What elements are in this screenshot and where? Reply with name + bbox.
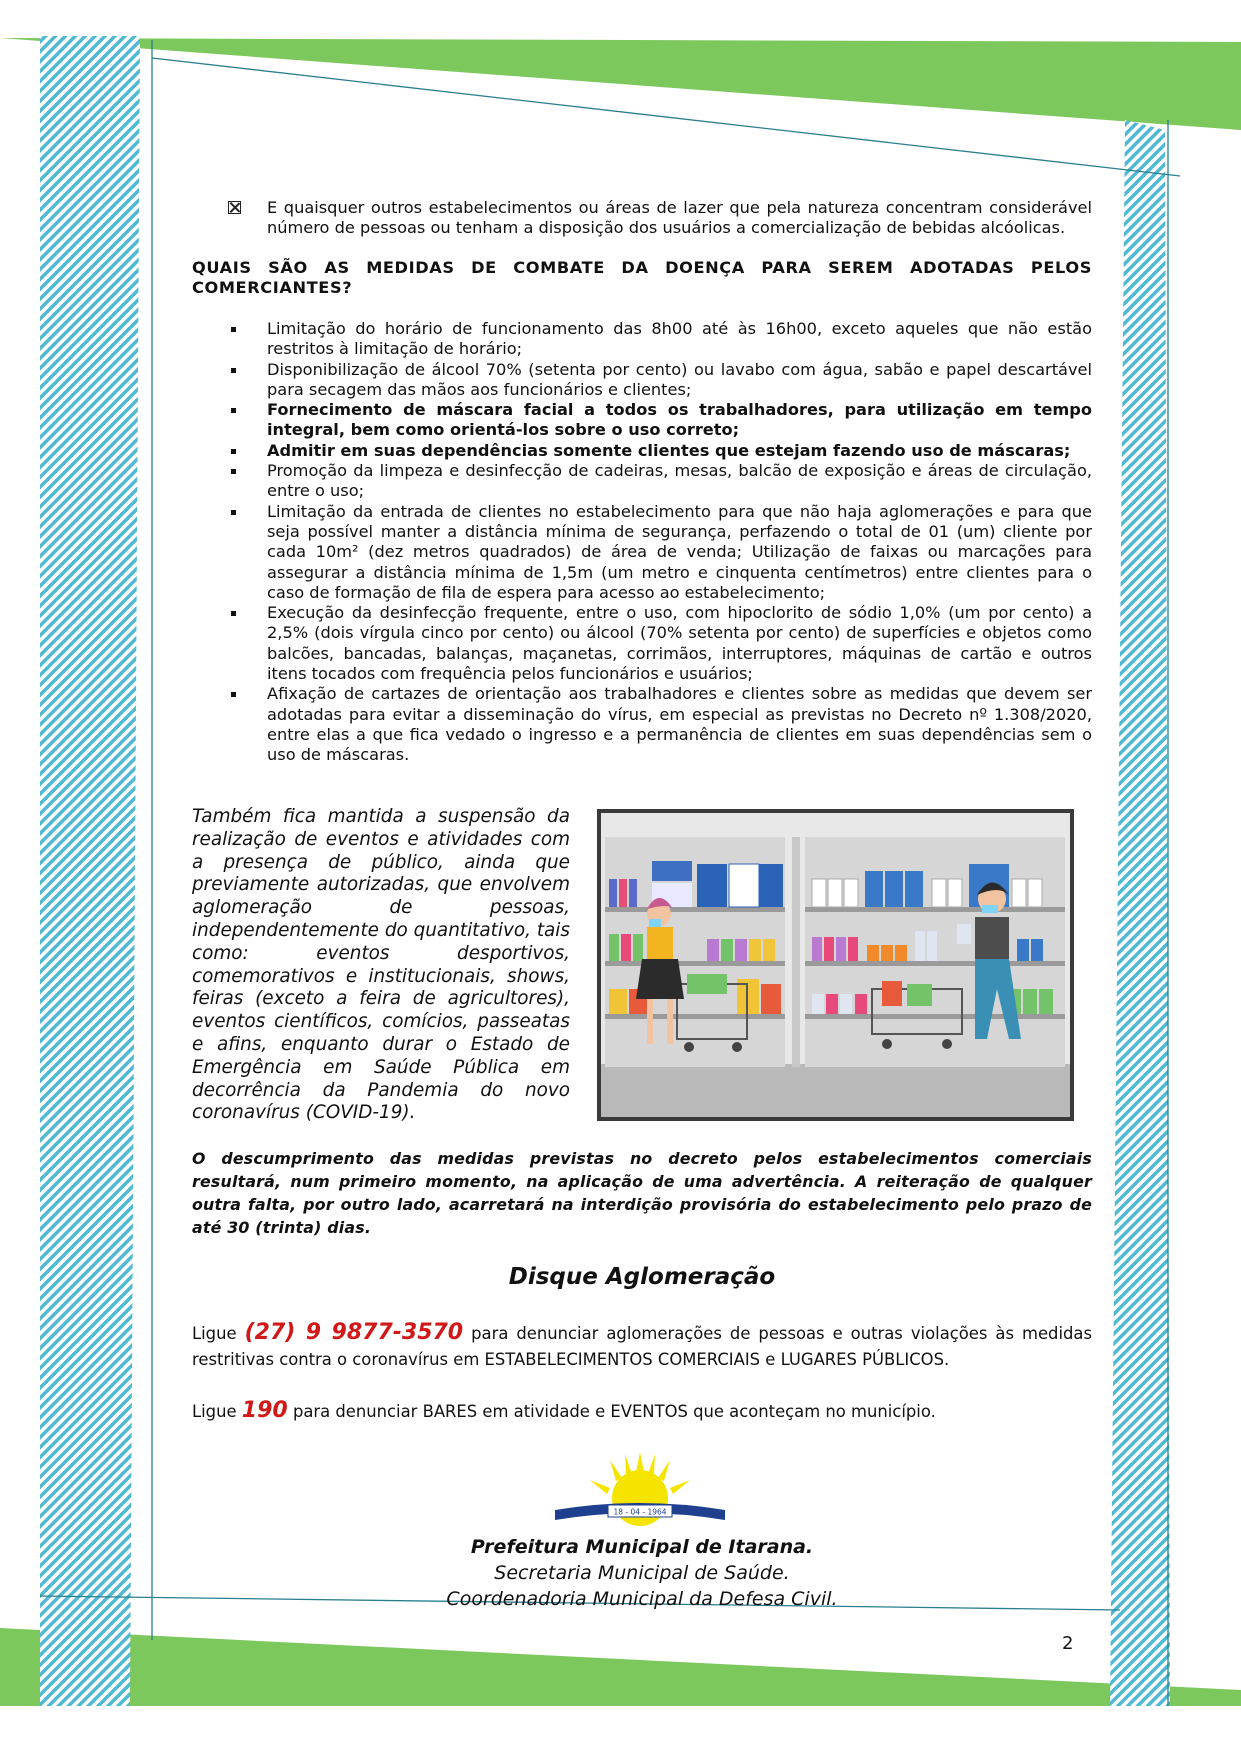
checked-box-icon [228, 201, 241, 214]
municipality-logo [550, 1450, 730, 1528]
hotline-number[interactable]: (27) 9 9877-3570 [244, 1320, 464, 1345]
footer-secretaria: Secretaria Municipal de Saúde. [494, 1562, 790, 1584]
question-line-2: COMERCIANTES? [192, 278, 353, 297]
footer-defesa-civil: Coordenadoria Municipal da Defesa Civil. [446, 1588, 838, 1610]
emergency-number[interactable]: 190 [241, 1398, 288, 1423]
noncompliance-warning: O descumprimento das medidas previstas no decreto pelos estabelecimentos comerciais resultará, num primeiro momento, na aplicação de uma advertência. A reiteração de qualquer outra falta, por outro lado, acarretará na interdição provisória do estabelecimento pelo prazo de até 30 (trinta) dias. [192, 1149, 1092, 1237]
emergency-prefix: Ligue [192, 1402, 237, 1421]
measure-item: Fornecimento de máscara facial a todos os trabalhadores, para utilização em tempo integral, bem como orientá-los sobre o uso correto; [192, 400, 1092, 441]
measure-item: Execução da desinfecção frequente, entre o uso, com hipoclorito de sódio 1,0% (um por cento) a 2,5% (dois vírgula cinco por cento) ou álcool (70% setenta por cento) de superfícies e objetos como balcões, bancadas, balanças, maçanetas, corrimãos, interruptores, máquinas de cartão e outros itens tocados com frequência pelos funcionários e usuários; [192, 603, 1092, 684]
supermarket-illustration [597, 809, 1074, 1121]
measure-item: Afixação de cartazes de orientação aos trabalhadores e clientes sobre as medidas que devem ser adotadas para evitar a disseminação do vírus, em especial as previstas no Decreto nº 1.308/2020, entre elas a que fica vedado o ingresso e a permanência de clientes em suas dependências sem o uso de máscaras. [192, 684, 1092, 765]
logo-date: 18 - 04 - 1964 [613, 1507, 667, 1517]
question-line-1: QUAIS SÃO AS MEDIDAS DE COMBATE DA DOENÇA PARA SEREM ADOTADAS PELOS [192, 258, 1092, 277]
checkbox-item-text: E quaisquer outros estabelecimentos ou áreas de lazer que pela natureza concentram considerável número de pessoas ou tenham a disposição dos usuários a comercialização de bebidas alcóolicas. [267, 198, 1092, 237]
measure-item: Limitação da entrada de clientes no estabelecimento para que não haja aglomerações e para que seja possível manter a distância mínima de segurança, perfazendo o total de 01 (um) cliente por cada 10m² (dez metros quadrados) de área de venda; Utilização de faixas ou marcações para assegurar a distância mínima de 1,5m (um metro e cinquenta centímetros) entre clientes para o caso de formação de fila de espera para acesso ao estabelecimento; [192, 502, 1092, 603]
footer-prefeitura: Prefeitura Municipal de Itarana. [470, 1536, 814, 1558]
measure-item: Limitação do horário de funcionamento das 8h00 até às 16h00, exceto aqueles que não estão restritos à limitação de horário; [192, 319, 1092, 360]
measures-list [192, 319, 1092, 766]
page-number: 2 [1062, 1633, 1074, 1654]
emergency-text: para denunciar BARES em atividade e EVENTOS que aconteçam no município. [292, 1402, 936, 1421]
events-suspension-paragraph: Também fica mantida a suspensão da realização de eventos e atividades com a presença de público, ainda que previamente autorizadas, que envolvem aglomeração de pessoas, independentemente do quantitativo, tais como: eventos desportivos, comemorativos e institucionais, shows, feiras (exceto a feira de agricultores), eventos científicos, comícios, passeatas e afins, enquanto durar o Estado de Emergência em Saúde Pública em decorrência da Pandemia do novo coronavírus (COVID-19). [192, 806, 570, 1124]
measure-item: Promoção da limpeza e desinfecção de cadeiras, mesas, balcão de exposição e áreas de circulação, entre o uso; [192, 461, 1092, 502]
hotline-paragraph [192, 1320, 1092, 1373]
measure-item: Disponibilização de álcool 70% (setenta por cento) ou lavabo com água, sabão e papel descartável para secagem das mãos aos funcionários e clientes; [192, 360, 1092, 401]
hotline-prefix: Ligue [192, 1324, 237, 1343]
measures-question-heading [192, 258, 1092, 298]
emergency-paragraph [192, 1398, 1092, 1425]
hotline-text: para denunciar aglomerações de pessoas e outras violações às medidas restritivas contra o coronavírus em ESTABELECIMENTOS COMERCIAIS e LUGARES PÚBLICOS. [192, 1324, 1092, 1369]
measure-item: Admitir em suas dependências somente clientes que estejam fazendo uso de máscaras; [192, 441, 1092, 461]
checkbox-list-item [192, 198, 1092, 238]
disque-aglomeracao-title: Disque Aglomeração [508, 1264, 776, 1290]
